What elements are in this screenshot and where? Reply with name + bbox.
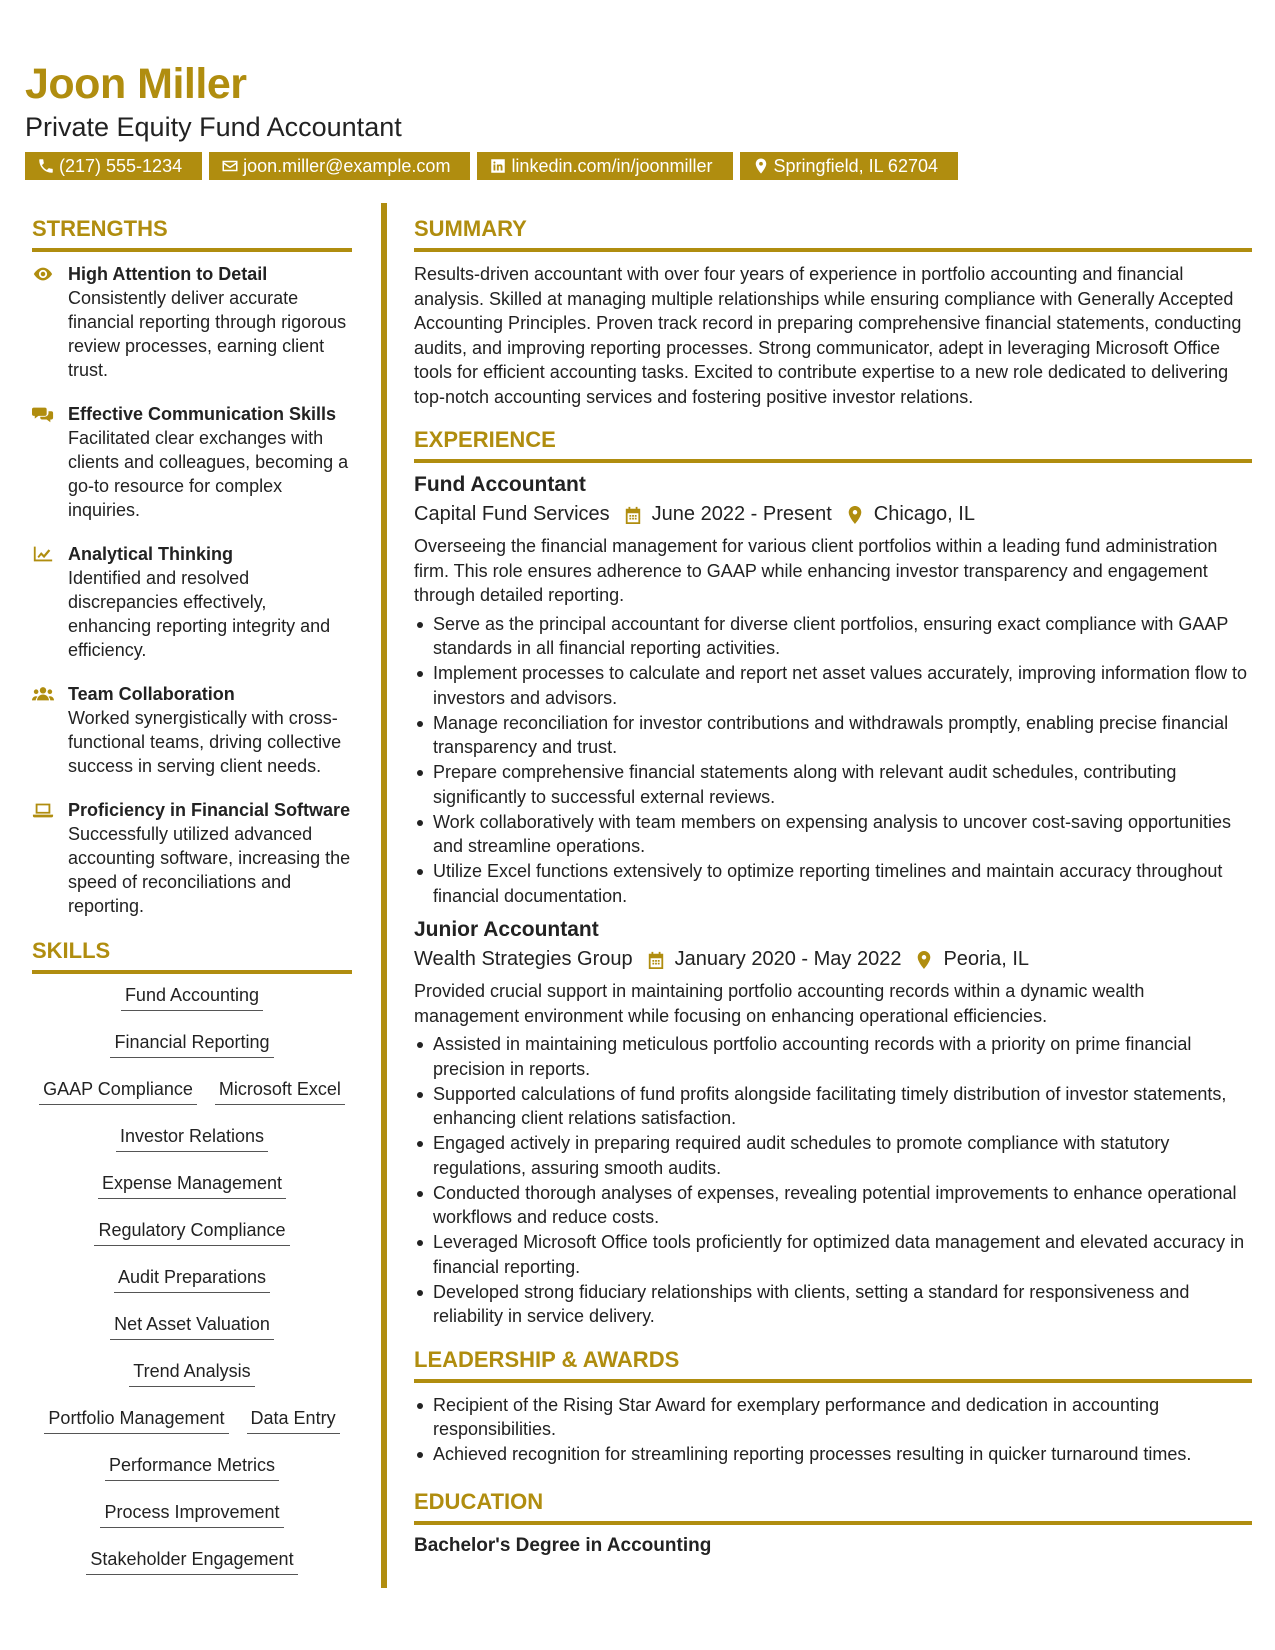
skill-tag: Stakeholder Engagement (86, 1548, 297, 1575)
strength-title: High Attention to Detail (68, 264, 268, 284)
job-bullet: Engaged actively in preparing required audit schedules to promote compliance with statutory regulations, assuring smooth audits. (414, 1131, 1252, 1180)
job-bullet: Implement processes to calculate and report net asset values accurately, improving information flow to investors and advisors. (414, 661, 1252, 710)
skill-tag: Data Entry (247, 1407, 340, 1434)
strength-item (32, 798, 352, 918)
location-chip (740, 152, 958, 180)
contact-bar (25, 152, 958, 180)
skill-tag: Process Improvement (100, 1501, 283, 1528)
skills-list (32, 984, 352, 1575)
leadership-bullet: Recipient of the Rising Star Award for exemplary performance and dedication in accounting responsibilities. (414, 1393, 1252, 1442)
users-icon (32, 684, 54, 704)
job-bullet: Developed strong fiduciary relationships with clients, setting a standard for responsiveness and reliability in service delivery. (414, 1280, 1252, 1329)
eye-icon (32, 264, 54, 284)
job-bullet: Serve as the principal accountant for diverse client portfolios, ensuring exact compliance with GAAP standards in all financial reporting activities. (414, 612, 1252, 661)
strength-desc: Consistently deliver accurate financial reporting through rigorous review processes, earning client trust. (68, 288, 347, 380)
right-column (414, 216, 1252, 1557)
job-role: Fund Accountant (414, 473, 586, 496)
job-company: Wealth Strategies Group (414, 948, 633, 970)
strength-item (32, 542, 352, 662)
job-bullet: Conducted thorough analyses of expenses, revealing potential improvements to enhance operational workflows and reduce costs. (414, 1181, 1252, 1230)
map-marker-icon (846, 505, 864, 525)
column-divider (381, 203, 387, 1588)
strength-item (32, 402, 352, 522)
skill-tag: Performance Metrics (105, 1454, 279, 1481)
job-bullets (414, 1032, 1252, 1329)
skill-tag: Financial Reporting (110, 1031, 273, 1058)
strength-item (32, 262, 352, 382)
leadership-heading: LEADERSHIP & AWARDS (414, 1347, 1252, 1383)
laptop-icon (32, 800, 54, 820)
job-dates: June 2022 - Present (651, 503, 832, 525)
phone-text: (217) 555-1234 (59, 156, 183, 176)
linkedin-text: linkedin.com/in/joonmiller (511, 156, 713, 176)
email-chip[interactable] (209, 152, 470, 180)
strength-title: Effective Communication Skills (68, 404, 337, 424)
calendar-icon (647, 950, 665, 970)
job-bullet: Work collaboratively with team members on expensing analysis to uncover cost-saving opportunities and streamline operations. (414, 810, 1252, 859)
map-marker-icon (752, 157, 770, 175)
summary-heading: SUMMARY (414, 216, 1252, 252)
email-text: joon.miller@example.com (243, 156, 451, 176)
job-bullet: Manage reconciliation for investor contributions and withdrawals promptly, enabling precise financial transparency and trust. (414, 711, 1252, 760)
strength-desc: Worked synergistically with cross-functional teams, driving collective success in serving client needs. (68, 708, 342, 776)
leadership-bullets (414, 1393, 1252, 1467)
job-bullet: Assisted in maintaining meticulous portfolio accounting records with a priority on prime financial precision in reports. (414, 1032, 1252, 1081)
chart-line-icon (32, 544, 54, 564)
skill-tag: Microsoft Excel (215, 1078, 345, 1105)
strength-title: Team Collaboration (68, 684, 235, 704)
job-role: Junior Accountant (414, 918, 599, 941)
skill-tag: Regulatory Compliance (94, 1219, 289, 1246)
job-company: Capital Fund Services (414, 503, 610, 525)
skill-tag: Investor Relations (116, 1125, 268, 1152)
strength-desc: Successfully utilized advanced accounting software, increasing the speed of reconciliations and reporting. (68, 824, 351, 916)
job-meta (414, 503, 1252, 526)
phone-icon (37, 157, 55, 175)
job-title-headline: Private Equity Fund Accountant (25, 112, 402, 142)
strength-item (32, 682, 352, 778)
candidate-name: Joon Miller (25, 60, 247, 108)
linkedin-icon (489, 157, 507, 175)
job-entry (414, 918, 1252, 1329)
skills-heading: SKILLS (32, 938, 352, 974)
skill-tag: Net Asset Valuation (110, 1313, 274, 1340)
skill-tag: Portfolio Management (44, 1407, 228, 1434)
strengths-heading: STRENGTHS (32, 216, 352, 252)
skill-tag: Fund Accounting (121, 984, 263, 1011)
job-bullet: Utilize Excel functions extensively to optimize reporting timelines and maintain accuracy throughout financial documentation. (414, 859, 1252, 908)
job-bullet: Leveraged Microsoft Office tools proficiently for optimized data management and elevated accuracy in financial reporting. (414, 1230, 1252, 1279)
location-text: Springfield, IL 62704 (773, 156, 938, 176)
skill-tag: Trend Analysis (129, 1360, 254, 1387)
education-heading: EDUCATION (414, 1489, 1252, 1525)
strength-title: Proficiency in Financial Software (68, 800, 351, 820)
job-bullet: Prepare comprehensive financial statements along with relevant audit schedules, contributing significantly to successful external reviews. (414, 760, 1252, 809)
job-dates: January 2020 - May 2022 (674, 948, 902, 970)
strength-desc: Facilitated clear exchanges with clients and colleagues, becoming a go-to resource for complex inquiries. (68, 428, 349, 520)
experience-heading: EXPERIENCE (414, 427, 1252, 463)
comments-icon (32, 404, 54, 424)
leadership-bullet: Achieved recognition for streamlining reporting processes resulting in quicker turnaround times. (414, 1442, 1252, 1467)
phone-chip[interactable] (25, 152, 202, 180)
education-degree: Bachelor's Degree in Accounting (414, 1534, 712, 1556)
calendar-icon (624, 505, 642, 525)
skill-tag: Audit Preparations (114, 1266, 270, 1293)
left-column (32, 216, 352, 1575)
job-entry (414, 473, 1252, 908)
strength-title: Analytical Thinking (68, 544, 234, 564)
linkedin-chip[interactable] (477, 152, 732, 180)
strength-desc: Identified and resolved discrepancies effectively, enhancing reporting integrity and efficiency. (68, 568, 331, 660)
job-bullets (414, 612, 1252, 909)
summary-text: Results-driven accountant with over four years of experience in portfolio accounting and financial analysis. Skilled at managing multiple relationships while ensuring compliance with Generally Accepted Accounting Principles. Proven track record in preparing comprehensive financial statements, conducting audits, and improving reporting processes. Strong communicator, adept in leveraging Microsoft Office tools for efficient accounting tasks. Excited to contribute expertise to a new role dedicated to delivering top-notch accounting services and fostering positive investor relations. (414, 264, 1242, 407)
job-description: Provided crucial support in maintaining portfolio accounting records within a dynamic wealth management environment while focusing on enhancing operational efficiencies. (414, 981, 1145, 1026)
job-meta (414, 948, 1252, 971)
skill-tag: GAAP Compliance (39, 1078, 197, 1105)
skill-tag: Expense Management (98, 1172, 286, 1199)
job-location: Chicago, IL (873, 503, 975, 525)
job-description: Overseeing the financial management for various client portfolios within a leading fund administration firm. This role ensures adherence to GAAP while enhancing investor transparency and engagement through detailed reporting. (414, 536, 1218, 605)
envelope-icon (221, 157, 239, 175)
job-bullet: Supported calculations of fund profits alongside facilitating timely distribution of investor statements, enhancing client relations satisfaction. (414, 1082, 1252, 1131)
job-location: Peoria, IL (943, 948, 1030, 970)
map-marker-icon (915, 950, 933, 970)
